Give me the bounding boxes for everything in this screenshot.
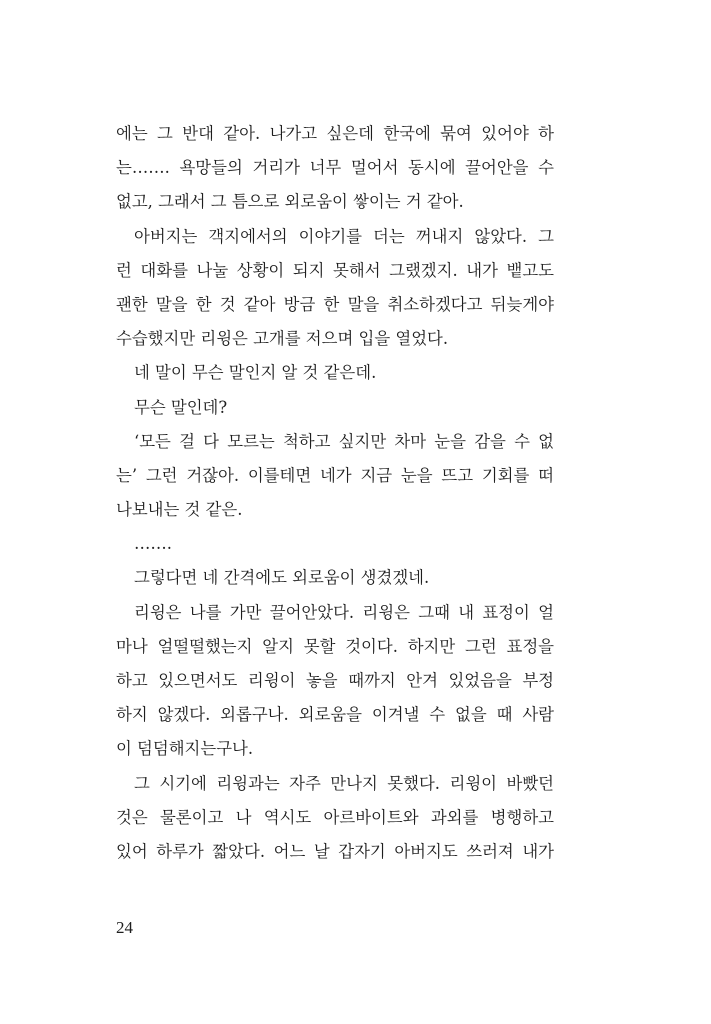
text-line: 아버지는 객지에서의 이야기를 더는 꺼내지 않았다. 그 bbox=[134, 226, 554, 246]
page-body-text bbox=[116, 117, 554, 869]
text-line: 괜한 말을 한 것 같아 방금 한 말을 취소하겠다고 뒤늦게야 bbox=[116, 294, 554, 314]
text-line: 하고 있으면서도 리윙이 놓을 때까지 안겨 있었음을 부정 bbox=[116, 671, 554, 690]
text-line: 네 말이 무슨 말인지 알 것 같은데. bbox=[134, 363, 377, 383]
text-line: 에는 그 반대 같아. 나가고 싶은데 한국에 묶여 있어야 하 bbox=[116, 124, 554, 143]
text-line: 런 대화를 나눌 상황이 되지 못해서 그랬겠지. 내가 뱉고도 bbox=[116, 260, 554, 280]
text-line: 는……. 욕망들의 거리가 너무 멀어서 동시에 끌어안을 수 bbox=[116, 158, 554, 178]
text-line: 나보내는 것 같은. bbox=[116, 500, 243, 520]
page-number: 24 bbox=[116, 918, 133, 937]
text-line: 수습했지만 리윙은 고개를 저으며 입을 열었다. bbox=[116, 329, 449, 349]
text-line: ‘모든 걸 다 모르는 척하고 싶지만 차마 눈을 감을 수 없 bbox=[134, 431, 554, 451]
text-line: ……. bbox=[134, 534, 172, 554]
text-line: 는’ 그런 거잖아. 이를테면 네가 지금 눈을 뜨고 기회를 떠 bbox=[116, 465, 554, 485]
text-line: 마나 얼떨떨했는지 알지 못할 것이다. 하지만 그런 표정을 bbox=[116, 636, 554, 656]
text-line: 없고, 그래서 그 틈으로 외로움이 쌓이는 거 같아. bbox=[116, 192, 464, 212]
text-line: 무슨 말인데? bbox=[134, 397, 228, 417]
text-line: 하지 않겠다. 외롭구나. 외로움을 이겨낼 수 없을 때 사람 bbox=[116, 705, 554, 725]
text-line: 리윙은 나를 가만 끌어안았다. 리윙은 그때 내 표정이 얼 bbox=[134, 602, 554, 622]
text-line: 그 시기에 리윙과는 자주 만나지 못했다. 리윙이 바빴던 bbox=[134, 773, 554, 793]
text-line: 있어 하루가 짧았다. 어느 날 갑자기 아버지도 쓰러져 내가 bbox=[116, 841, 554, 861]
text-line: 그렇다면 네 간격에도 외로움이 생겼겠네. bbox=[134, 568, 430, 588]
text-line: 이 덤덤해지는구나. bbox=[116, 739, 254, 759]
text-line: 것은 물론이고 나 역시도 아르바이트와 과외를 병행하고 bbox=[116, 807, 554, 827]
